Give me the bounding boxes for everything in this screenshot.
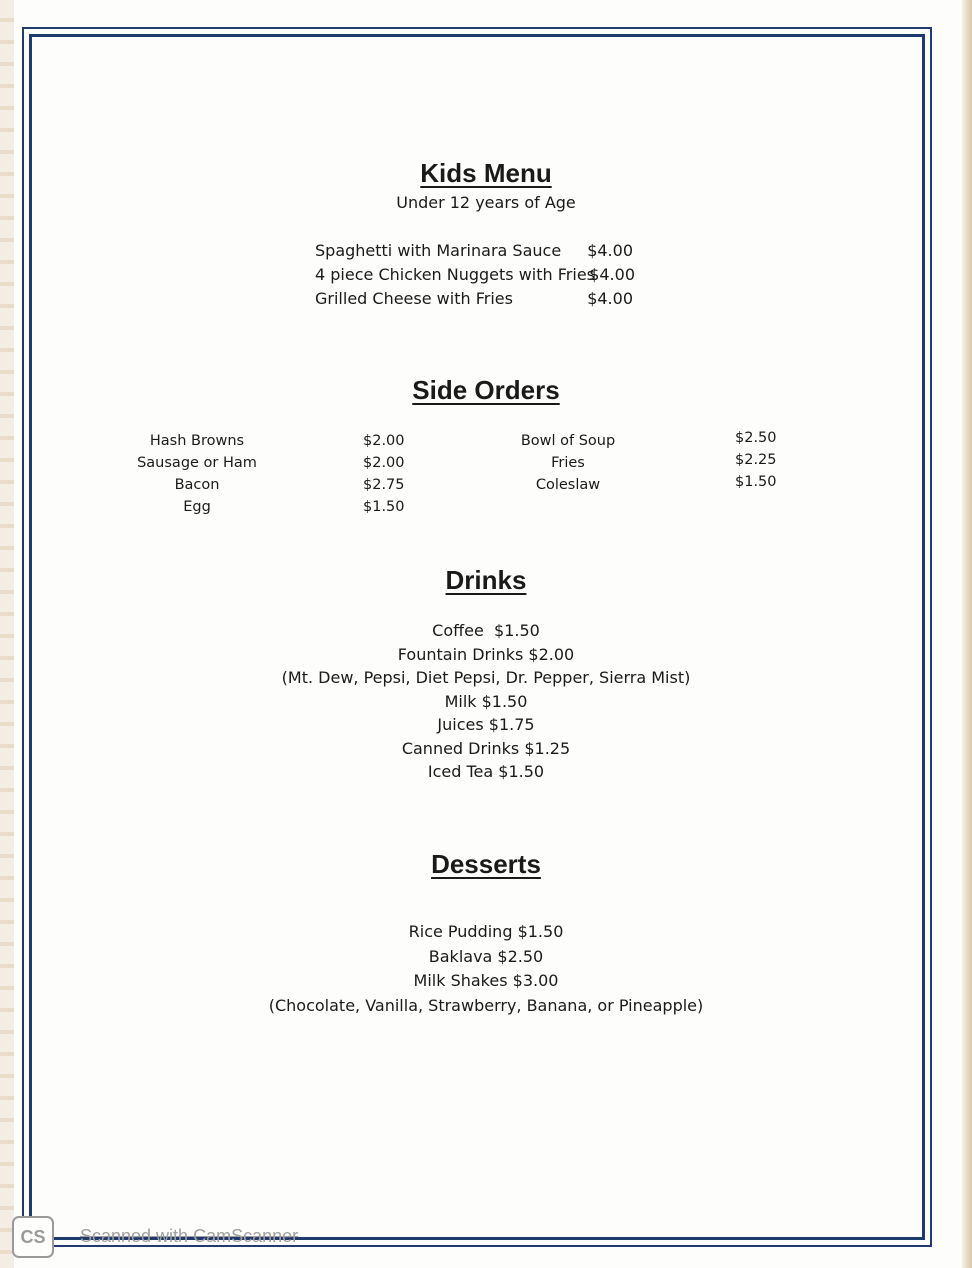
side-item-name: Fries (551, 455, 585, 471)
side-item-price: $1.50 (735, 474, 777, 490)
side-item-name: Hash Browns (149, 433, 245, 449)
drink-line: Iced Tea $1.50 (427, 762, 545, 781)
item-name: Spaghetti with Marinara Sauce (315, 241, 562, 260)
drink-line: Coffee $1.50 (432, 621, 540, 640)
kids-menu-subtitle: Under 12 years of Age (396, 193, 576, 212)
side-item-name: Egg (183, 499, 211, 515)
side-orders-right-names (498, 431, 638, 497)
drink-line: Milk $1.50 (444, 691, 528, 711)
desserts-list (0, 921, 972, 1019)
desserts-heading: Desserts (431, 849, 541, 879)
kids-menu-item (315, 264, 635, 288)
side-orders-left-prices (363, 431, 423, 519)
side-orders-left-names (120, 431, 274, 519)
drink-line: Fountain Drinks $2.00 (397, 644, 575, 664)
side-item-price: $2.75 (363, 477, 405, 493)
kids-menu-item (315, 240, 635, 264)
item-price: $4.00 (587, 241, 633, 260)
drink-line: (Mt. Dew, Pepsi, Diet Pepsi, Dr. Pepper, Sierra Mist) (281, 668, 691, 687)
side-item-name: Bowl of Soup (520, 433, 616, 449)
kids-menu-heading: Kids Menu (420, 158, 552, 188)
dessert-line: Milk Shakes $3.00 (413, 971, 559, 990)
kids-menu-item (315, 288, 635, 312)
side-item-name: Coleslaw (535, 477, 601, 493)
drink-line: Canned Drinks $1.25 (401, 738, 571, 758)
item-price: $4.00 (587, 289, 633, 308)
side-item-price: $1.50 (363, 499, 405, 515)
dessert-line: Rice Pudding $1.50 (408, 922, 564, 941)
drinks-list (0, 620, 972, 785)
side-orders-heading: Side Orders (412, 375, 560, 405)
side-orders-right-prices (735, 428, 795, 494)
drink-line: Juices $1.75 (437, 715, 535, 734)
side-item-price: $2.25 (735, 452, 777, 468)
camscanner-logo-icon: CS (12, 1216, 54, 1258)
dessert-line: (Chocolate, Vanilla, Strawberry, Banana, or Pineapple) (268, 995, 704, 1015)
drinks-heading: Drinks (445, 565, 527, 595)
side-item-price: $2.00 (363, 433, 405, 449)
kids-menu-list (315, 240, 635, 312)
scanner-watermark-text: Scanned with CamScanner (80, 1226, 299, 1246)
item-price: $4.00 (589, 265, 635, 284)
side-item-price: $2.00 (363, 455, 405, 471)
dessert-line: Baklava $2.50 (428, 946, 544, 966)
item-name: Grilled Cheese with Fries (315, 289, 513, 308)
side-item-name: Sausage or Ham (137, 455, 257, 471)
item-name: 4 piece Chicken Nuggets with Fries (315, 265, 595, 284)
side-item-name: Bacon (174, 477, 220, 493)
side-item-price: $2.50 (735, 430, 777, 446)
